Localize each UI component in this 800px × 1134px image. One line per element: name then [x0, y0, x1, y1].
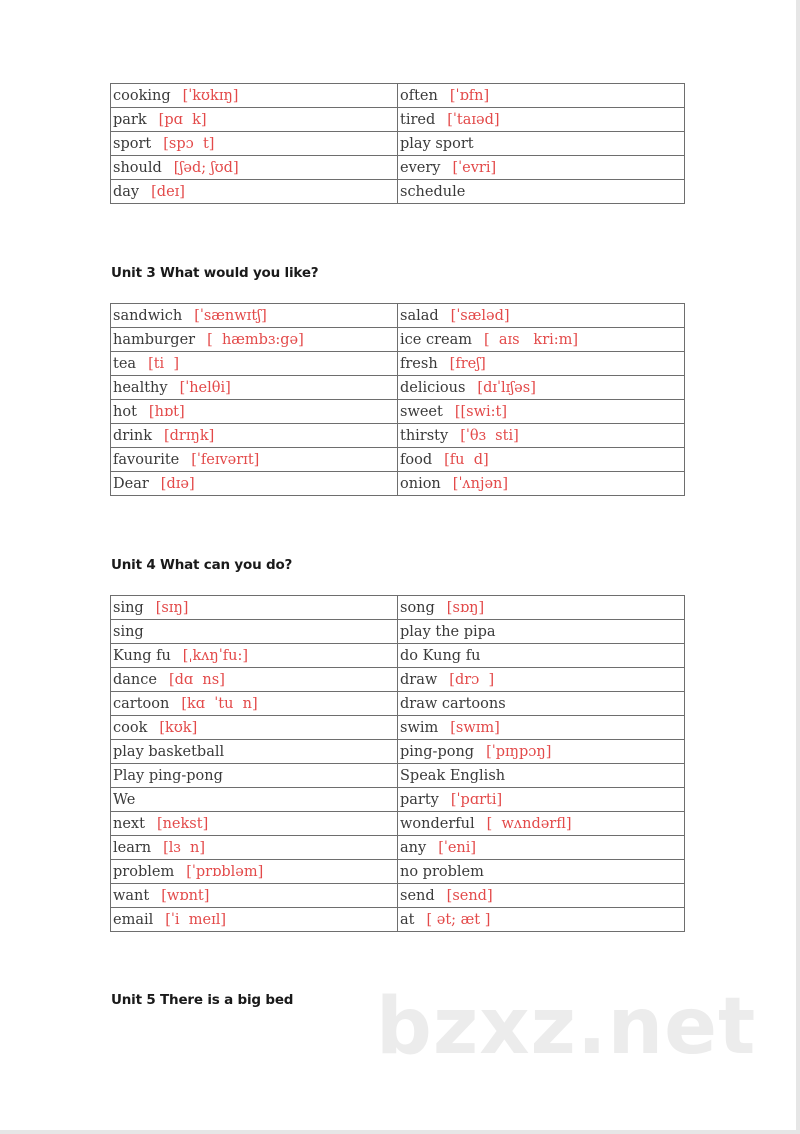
vocab-cell — [111, 788, 398, 812]
vocab-cell — [398, 812, 685, 836]
vocab-word: Dear — [113, 475, 149, 492]
vocab-word: any — [400, 839, 427, 856]
vocab-cell — [111, 644, 398, 668]
vocab-word: sweet — [400, 403, 443, 420]
table-row — [111, 304, 685, 328]
vocab-word: draw cartoons — [400, 695, 506, 712]
phonetic-transcription: [kɑ ˈtu n] — [181, 695, 258, 712]
phonetic-transcription: [sɒŋ] — [446, 599, 485, 616]
table-row — [111, 472, 685, 496]
vocab-word: tea — [113, 355, 137, 372]
phonetic-transcription: [send] — [446, 887, 493, 904]
table-row — [111, 692, 685, 716]
table-row — [111, 740, 685, 764]
vocab-word: healthy — [113, 379, 168, 396]
vocab-cell — [398, 668, 685, 692]
phonetic-transcription: [lɜ n] — [163, 839, 206, 856]
vocab-word: Speak English — [400, 767, 506, 784]
table-row — [111, 84, 685, 108]
vocab-cell — [111, 692, 398, 716]
vocab-word: problem — [113, 863, 175, 880]
vocab-word: delicious — [400, 379, 466, 396]
watermark-logo: bzxz.net — [376, 982, 757, 1072]
vocab-word: sing — [113, 599, 144, 616]
vocab-word: We — [113, 791, 136, 808]
vocab-cell — [111, 764, 398, 788]
table-row — [111, 424, 685, 448]
table-row — [111, 788, 685, 812]
vocab-cell — [398, 304, 685, 328]
vocab-cell — [398, 180, 685, 204]
vocab-cell — [398, 716, 685, 740]
vocab-word: every — [400, 159, 441, 176]
vocab-cell — [111, 740, 398, 764]
vocab-cell — [398, 448, 685, 472]
vocab-word: next — [113, 815, 145, 832]
vocab-word: schedule — [400, 183, 466, 200]
phonetic-transcription: [pɑ k] — [158, 111, 207, 128]
phonetic-transcription: [wɒnt] — [161, 887, 210, 904]
table-row — [111, 716, 685, 740]
table-row — [111, 156, 685, 180]
phonetic-transcription: [ˈprɒbləm] — [186, 863, 264, 880]
vocab-word: do Kung fu — [400, 647, 481, 664]
phonetic-transcription: [ʃəd; ʃʊd] — [173, 159, 239, 176]
vocab-cell — [111, 620, 398, 644]
vocab-word: learn — [113, 839, 152, 856]
vocab-word: drink — [113, 427, 152, 444]
vocab-word: tired — [400, 111, 436, 128]
vocab-word: cook — [113, 719, 148, 736]
table-row — [111, 400, 685, 424]
vocab-table-unit-4 — [110, 595, 685, 932]
phonetic-transcription: [fu d] — [444, 451, 489, 468]
phonetic-transcription: [ˈʌnjən] — [452, 475, 509, 492]
phonetic-transcription: [ˈhelθi] — [179, 379, 231, 396]
vocab-word: thirsty — [400, 427, 449, 444]
vocab-cell — [398, 740, 685, 764]
vocab-word: wonderful — [400, 815, 475, 832]
vocab-cell — [398, 400, 685, 424]
phonetic-transcription: [kʊk] — [159, 719, 198, 736]
phonetic-transcription: [ wʌndərfl] — [486, 815, 572, 832]
vocab-word: party — [400, 791, 439, 808]
vocab-cell — [111, 908, 398, 932]
phonetic-transcription: [ˈtaɪəd] — [447, 111, 500, 128]
vocab-word: send — [400, 887, 435, 904]
vocab-word: ping-pong — [400, 743, 475, 760]
phonetic-transcription: [dɑ ns] — [168, 671, 225, 688]
vocab-cell — [111, 716, 398, 740]
phonetic-transcription: [ˈpɪŋpɔŋ] — [486, 743, 552, 760]
phonetic-transcription: [spɔ t] — [163, 135, 215, 152]
vocab-cell — [111, 156, 398, 180]
phonetic-transcription: [hɒt] — [148, 403, 185, 420]
vocab-cell — [111, 304, 398, 328]
phonetic-transcription: [sɪŋ] — [155, 599, 189, 616]
vocab-cell — [111, 884, 398, 908]
vocab-cell — [398, 132, 685, 156]
table-row — [111, 448, 685, 472]
phonetic-transcription: [nekst] — [156, 815, 209, 832]
table-row — [111, 908, 685, 932]
phonetic-transcription: [ˈθɜ sti] — [460, 427, 519, 444]
phonetic-transcription: [ˈfeɪvərɪt] — [191, 451, 260, 468]
phonetic-transcription: [freʃ] — [449, 355, 486, 372]
table-row — [111, 812, 685, 836]
vocab-cell — [398, 328, 685, 352]
vocab-cell — [398, 424, 685, 448]
vocab-cell — [111, 812, 398, 836]
vocab-cell — [111, 836, 398, 860]
phonetic-transcription: [ˈsæləd] — [450, 307, 510, 324]
phonetic-transcription: [ˈkʊkɪŋ] — [182, 87, 239, 104]
vocab-cell — [398, 352, 685, 376]
vocab-word: swim — [400, 719, 439, 736]
phonetic-transcription: [dɪə] — [160, 475, 195, 492]
table-row — [111, 180, 685, 204]
vocab-word: should — [113, 159, 162, 176]
vocab-word: email — [113, 911, 154, 928]
vocab-word: fresh — [400, 355, 438, 372]
vocab-word: no problem — [400, 863, 484, 880]
table-row — [111, 644, 685, 668]
vocab-word: hamburger — [113, 331, 196, 348]
table-row — [111, 884, 685, 908]
vocab-cell — [111, 860, 398, 884]
vocab-cell — [398, 472, 685, 496]
table-row — [111, 668, 685, 692]
table-row — [111, 108, 685, 132]
unit-5-heading: Unit 5 There is a big bed — [111, 992, 294, 1008]
vocab-word: onion — [400, 475, 441, 492]
vocab-cell — [398, 84, 685, 108]
vocab-cell — [398, 884, 685, 908]
vocab-cell — [398, 108, 685, 132]
vocab-word: hot — [113, 403, 137, 420]
vocab-cell — [398, 376, 685, 400]
table-row — [111, 836, 685, 860]
phonetic-transcription: [drɪŋk] — [163, 427, 215, 444]
vocab-table-unit-2 — [110, 83, 685, 204]
phonetic-transcription: [swɪm] — [450, 719, 500, 736]
phonetic-transcription: [ˈɒfn] — [449, 87, 490, 104]
vocab-cell — [398, 764, 685, 788]
vocab-word: dance — [113, 671, 157, 688]
phonetic-transcription: [ˈsænwɪtʃ] — [194, 307, 267, 324]
vocab-cell — [111, 448, 398, 472]
vocab-word: Kung fu — [113, 647, 171, 664]
table-row — [111, 376, 685, 400]
vocab-cell — [398, 156, 685, 180]
phonetic-transcription: [ aɪs kri:m] — [483, 331, 579, 348]
vocab-word: play basketball — [113, 743, 225, 760]
vocab-cell — [111, 180, 398, 204]
vocab-word: play the pipa — [400, 623, 496, 640]
vocab-cell — [398, 596, 685, 620]
phonetic-transcription: [ ət; æt ] — [426, 911, 491, 928]
table-row — [111, 860, 685, 884]
phonetic-transcription: [ti ] — [148, 355, 180, 372]
vocab-word: favourite — [113, 451, 180, 468]
table-row — [111, 596, 685, 620]
vocab-word: day — [113, 183, 140, 200]
phonetic-transcription: [ˈevri] — [452, 159, 497, 176]
table-row — [111, 328, 685, 352]
vocab-word: salad — [400, 307, 439, 324]
vocab-cell — [398, 692, 685, 716]
phonetic-transcription: [drɔ ] — [449, 671, 495, 688]
table-row — [111, 764, 685, 788]
vocab-word: sandwich — [113, 307, 183, 324]
vocab-cell — [398, 836, 685, 860]
vocab-cell — [111, 400, 398, 424]
vocab-cell — [398, 644, 685, 668]
vocab-word: at — [400, 911, 415, 928]
unit-4-heading: Unit 4 What can you do? — [111, 557, 293, 573]
vocab-cell — [111, 376, 398, 400]
phonetic-transcription: [ˈi meɪl] — [165, 911, 227, 928]
table-row — [111, 132, 685, 156]
phonetic-transcription: [ˈpɑrti] — [450, 791, 503, 808]
phonetic-transcription: [ˌkʌŋˈfu:] — [182, 647, 248, 664]
vocab-cell — [111, 84, 398, 108]
table-row — [111, 620, 685, 644]
vocab-cell — [398, 788, 685, 812]
vocab-cell — [111, 352, 398, 376]
vocab-word: park — [113, 111, 147, 128]
table-row — [111, 352, 685, 376]
vocab-word: ice cream — [400, 331, 472, 348]
vocab-word: cartoon — [113, 695, 170, 712]
vocab-cell — [111, 132, 398, 156]
vocab-word: draw — [400, 671, 438, 688]
vocab-cell — [398, 620, 685, 644]
vocab-word: sport — [113, 135, 152, 152]
phonetic-transcription: [ hæmbɜ:gə] — [207, 331, 304, 348]
vocab-cell — [111, 424, 398, 448]
vocab-table-unit-3 — [110, 303, 685, 496]
unit-3-heading: Unit 3 What would you like? — [111, 265, 319, 281]
vocab-cell — [111, 472, 398, 496]
vocab-word: play sport — [400, 135, 474, 152]
vocab-cell — [111, 596, 398, 620]
vocab-word: cooking — [113, 87, 171, 104]
vocab-word: food — [400, 451, 433, 468]
vocab-word: song — [400, 599, 435, 616]
vocab-word: Play ping-pong — [113, 767, 223, 784]
vocab-word: want — [113, 887, 150, 904]
vocab-word: sing — [113, 623, 144, 640]
vocab-cell — [111, 108, 398, 132]
phonetic-transcription: [dɪˈlɪʃəs] — [477, 379, 536, 396]
vocab-cell — [111, 328, 398, 352]
vocab-cell — [398, 860, 685, 884]
vocab-cell — [111, 668, 398, 692]
phonetic-transcription: [deɪ] — [151, 183, 185, 200]
vocab-word: often — [400, 87, 438, 104]
phonetic-transcription: [ˈeni] — [438, 839, 477, 856]
phonetic-transcription: [[swi:t] — [454, 403, 508, 420]
vocab-cell — [398, 908, 685, 932]
